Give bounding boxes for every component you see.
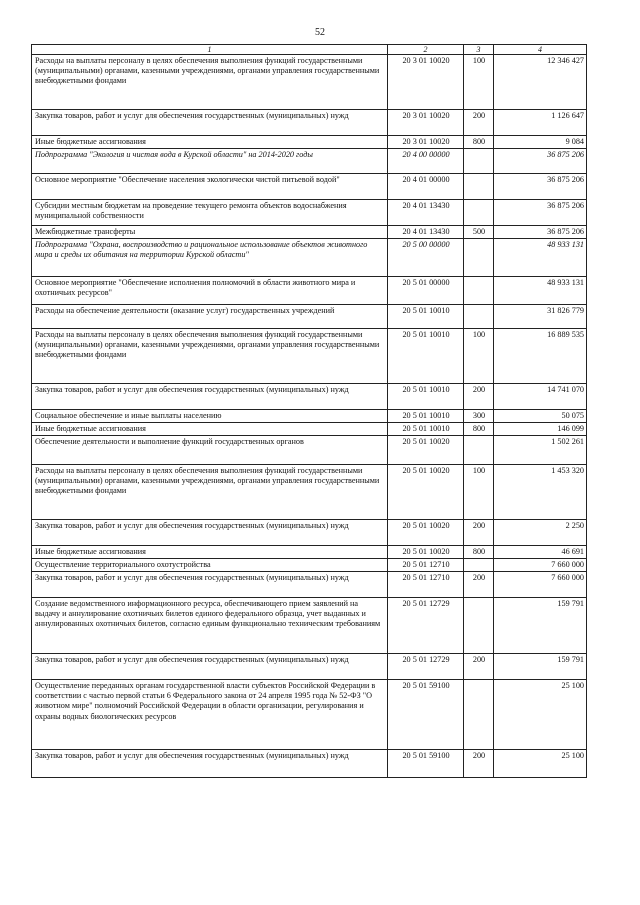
row-name-cell: Иные бюджетные ассигнования [32,423,388,436]
row-name-cell: Закупка товаров, работ и услуг для обеспечения государственных (муниципальных) нужд [32,654,388,680]
row-amount-cell: 9 084 [494,136,587,149]
row-code-cell: 20 5 01 59100 [388,680,464,750]
row-code-cell: 20 5 01 59100 [388,750,464,778]
row-expense-type-cell: 100 [464,55,494,110]
header-col-3: 3 [464,45,494,55]
table-row [32,200,587,226]
row-code-cell: 20 5 01 10010 [388,410,464,423]
row-expense-type-cell: 100 [464,465,494,520]
table-row [32,110,587,136]
row-name-cell: Расходы на обеспечение деятельности (оказание услуг) государственных учреждений [32,305,388,329]
table-row [32,239,587,277]
table-row [32,572,587,598]
table-row [32,654,587,680]
table-row [32,680,587,750]
row-amount-cell: 36 875 206 [494,226,587,239]
row-name-cell: Подпрограмма "Охрана, воспроизводство и рациональное использование объектов животного мира и среды их обитания на территории Курской области" [32,239,388,277]
row-name-cell: Межбюджетные трансферты [32,226,388,239]
table-row [32,546,587,559]
row-expense-type-cell: 200 [464,384,494,410]
table-row [32,423,587,436]
row-amount-cell: 159 791 [494,598,587,654]
row-code-cell: 20 4 01 13430 [388,226,464,239]
row-amount-cell: 7 660 000 [494,559,587,572]
table-row [32,436,587,465]
row-name-cell: Закупка товаров, работ и услуг для обеспечения государственных (муниципальных) нужд [32,110,388,136]
row-code-cell: 20 5 01 10020 [388,520,464,546]
row-expense-type-cell [464,598,494,654]
row-name-cell: Осуществление переданных органам государственной власти субъектов Российской Федерации в соответствии с частью первой статьи 6 Федерального закона от 24 апреля 1995 года № 52-ФЗ "О животном мире" полномочий Российской Федерации в области организации, регулирования и охраны водных биологических ресурсов [32,680,388,750]
page-number: 52 [315,27,325,38]
row-expense-type-cell: 800 [464,136,494,149]
row-expense-type-cell: 500 [464,226,494,239]
row-amount-cell: 14 741 070 [494,384,587,410]
table-row [32,520,587,546]
table-row [32,174,587,200]
row-amount-cell: 25 100 [494,750,587,778]
row-amount-cell: 48 933 131 [494,277,587,305]
table-row [32,329,587,384]
row-name-cell: Закупка товаров, работ и услуг для обеспечения государственных (муниципальных) нужд [32,750,388,778]
table-row [32,465,587,520]
row-name-cell: Расходы на выплаты персоналу в целях обеспечения выполнения функций государственными (муниципальными) органами, казенными учреждениями, органами управления государственными внебюджетными фондами [32,55,388,110]
row-expense-type-cell: 200 [464,654,494,680]
row-code-cell: 20 5 01 12729 [388,654,464,680]
row-expense-type-cell [464,239,494,277]
row-expense-type-cell: 200 [464,110,494,136]
row-code-cell: 20 4 00 00000 [388,149,464,174]
row-name-cell: Осуществление территориального охотустройства [32,559,388,572]
row-amount-cell: 36 875 206 [494,174,587,200]
row-expense-type-cell: 800 [464,423,494,436]
row-expense-type-cell [464,200,494,226]
row-name-cell: Закупка товаров, работ и услуг для обеспечения государственных (муниципальных) нужд [32,384,388,410]
header-row [32,45,587,55]
row-code-cell: 20 5 01 12729 [388,598,464,654]
row-name-cell: Расходы на выплаты персоналу в целях обеспечения выполнения функций государственными (муниципальными) органами, казенными учреждениями, органами управления государственными внебюджетными фондами [32,465,388,520]
row-expense-type-cell [464,305,494,329]
row-code-cell: 20 5 01 10020 [388,465,464,520]
row-expense-type-cell: 200 [464,572,494,598]
row-code-cell: 20 5 01 10010 [388,384,464,410]
row-code-cell: 20 5 01 12710 [388,559,464,572]
row-code-cell: 20 5 01 10020 [388,436,464,465]
row-code-cell: 20 3 01 10020 [388,136,464,149]
table-row [32,226,587,239]
row-code-cell: 20 4 01 13430 [388,200,464,226]
row-expense-type-cell [464,149,494,174]
row-name-cell: Закупка товаров, работ и услуг для обеспечения государственных (муниципальных) нужд [32,520,388,546]
row-expense-type-cell [464,277,494,305]
row-expense-type-cell: 300 [464,410,494,423]
table-row [32,277,587,305]
table-row [32,559,587,572]
header-col-4: 4 [494,45,587,55]
row-amount-cell: 50 075 [494,410,587,423]
row-name-cell: Иные бюджетные ассигнования [32,136,388,149]
row-name-cell: Субсидии местным бюджетам на проведение текущего ремонта объектов водоснабжения муниципальной собственности [32,200,388,226]
row-expense-type-cell: 100 [464,329,494,384]
header-col-2: 2 [388,45,464,55]
row-code-cell: 20 4 01 00000 [388,174,464,200]
row-code-cell: 20 5 01 10010 [388,423,464,436]
row-amount-cell: 31 826 779 [494,305,587,329]
row-code-cell: 20 5 01 10010 [388,305,464,329]
header-col-1: 1 [32,45,388,55]
budget-table [31,44,587,778]
row-code-cell: 20 5 00 00000 [388,239,464,277]
row-name-cell: Создание ведомственного информационного ресурса, обеспечивающего прием заявлений на выдачу и аннулирование охотничьих билетов единого федерального образца, учет выданных и аннулированных охотничьих билетов, согласно единым функционально техническим требованиям [32,598,388,654]
row-name-cell: Социальное обеспечение и иные выплаты населению [32,410,388,423]
row-amount-cell: 25 100 [494,680,587,750]
row-expense-type-cell [464,559,494,572]
table-row [32,136,587,149]
row-amount-cell: 1 502 261 [494,436,587,465]
row-amount-cell: 1 126 647 [494,110,587,136]
row-code-cell: 20 5 01 12710 [388,572,464,598]
row-code-cell: 20 3 01 10020 [388,55,464,110]
row-amount-cell: 36 875 206 [494,200,587,226]
table-row [32,55,587,110]
row-amount-cell: 36 875 206 [494,149,587,174]
row-amount-cell: 12 346 427 [494,55,587,110]
row-amount-cell: 1 453 320 [494,465,587,520]
table-row [32,149,587,174]
row-name-cell: Основное мероприятие "Обеспечение населения экологически чистой питьевой водой" [32,174,388,200]
table-row [32,305,587,329]
row-expense-type-cell [464,436,494,465]
row-name-cell: Иные бюджетные ассигнования [32,546,388,559]
row-expense-type-cell: 800 [464,546,494,559]
row-amount-cell: 16 889 535 [494,329,587,384]
row-expense-type-cell: 200 [464,520,494,546]
row-amount-cell: 2 250 [494,520,587,546]
row-name-cell: Подпрограмма "Экология и чистая вода в Курской области" на 2014-2020 годы [32,149,388,174]
row-expense-type-cell: 200 [464,750,494,778]
row-code-cell: 20 3 01 10020 [388,110,464,136]
table-body [32,55,587,778]
row-code-cell: 20 5 01 10010 [388,329,464,384]
row-expense-type-cell [464,174,494,200]
row-code-cell: 20 5 01 00000 [388,277,464,305]
row-amount-cell: 46 691 [494,546,587,559]
row-name-cell: Расходы на выплаты персоналу в целях обеспечения выполнения функций государственными (муниципальными) органами, казенными учреждениями, органами управления государственными внебюджетными фондами [32,329,388,384]
table-row [32,598,587,654]
row-amount-cell: 146 099 [494,423,587,436]
row-name-cell: Закупка товаров, работ и услуг для обеспечения государственных (муниципальных) нужд [32,572,388,598]
row-amount-cell: 48 933 131 [494,239,587,277]
table-row [32,750,587,778]
row-name-cell: Обеспечение деятельности и выполнение функций государственных органов [32,436,388,465]
row-amount-cell: 7 660 000 [494,572,587,598]
row-code-cell: 20 5 01 10020 [388,546,464,559]
table-row [32,410,587,423]
row-amount-cell: 159 791 [494,654,587,680]
row-name-cell: Основное мероприятие "Обеспечение исполнения полномочий в области животного мира и охотничьих ресурсов" [32,277,388,305]
row-expense-type-cell [464,680,494,750]
table-row [32,384,587,410]
